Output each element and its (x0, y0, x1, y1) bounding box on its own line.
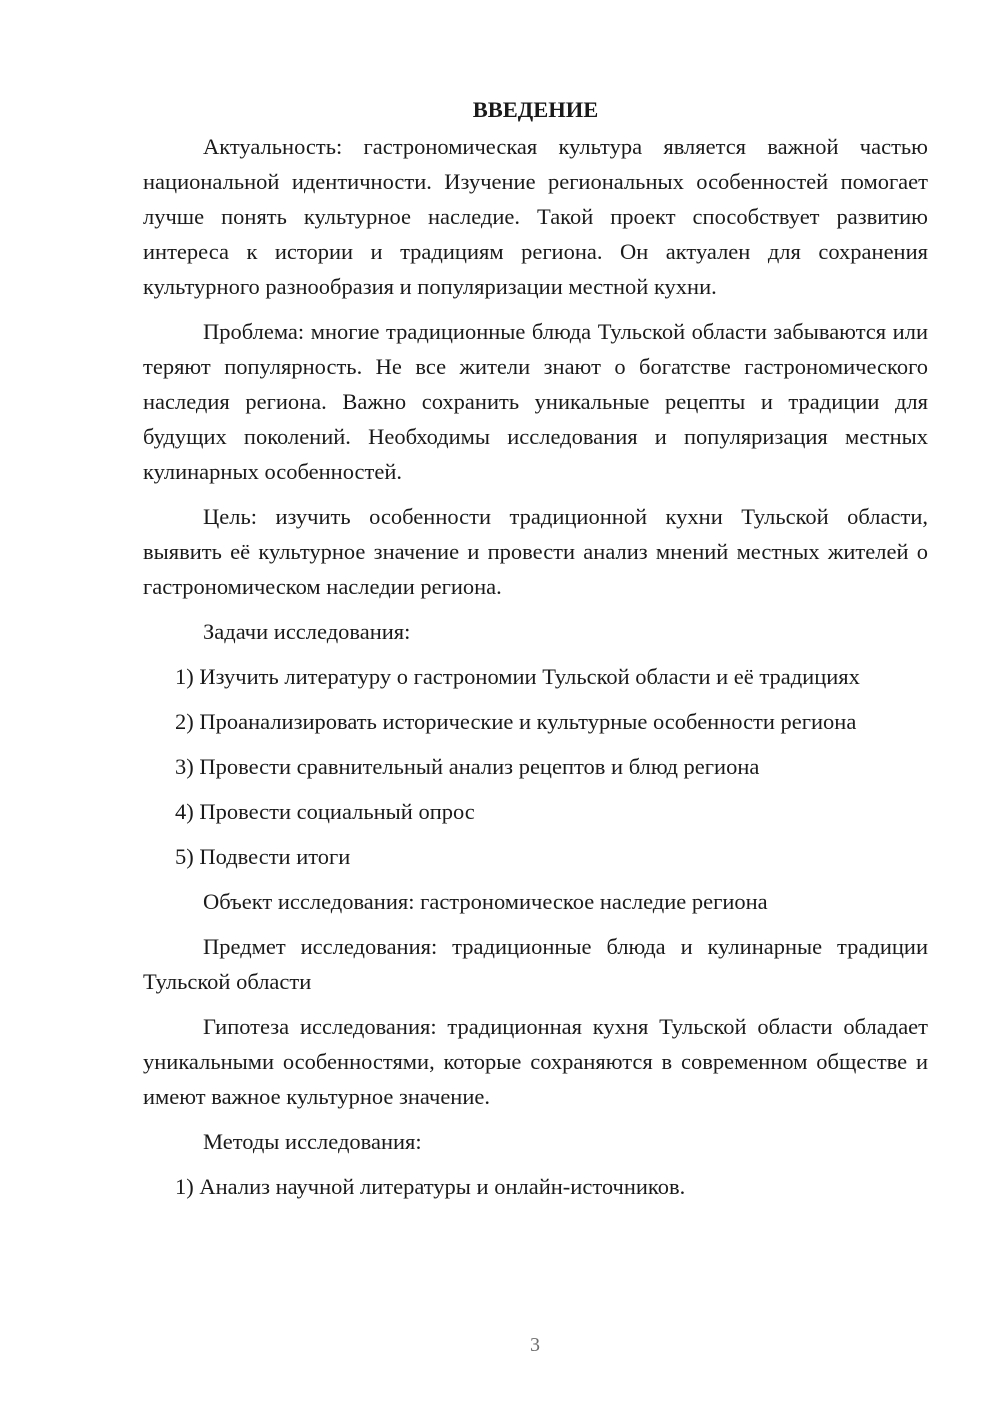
goal-paragraph: Цель: изучить особенности традиционной кухни Тульской области, выявить её культурное значение и провести анализ мнений местных жителей о гастрономическом наследии региона. (143, 504, 928, 599)
task-item: 2) Проанализировать исторические и культурные особенности региона (175, 709, 857, 734)
task-item: 1) Изучить литературу о гастрономии Тульской области и её традициях (175, 664, 860, 689)
document-page (143, 92, 928, 1204)
task-item: 4) Провести социальный опрос (175, 799, 475, 824)
relevance-paragraph: Актуальность: гастрономическая культура является важной частью национальной идентичности. Изучение региональных особенностей помогает лучше понять культурное наследие. Такой проект способствует развитию интереса к истории и традициям региона. Он актуален для сохранения культурного разнообразия и популяризации местной кухни. (143, 134, 928, 299)
problem-paragraph: Проблема: многие традиционные блюда Тульской области забываются или теряют популярность. Не все жители знают о богатстве гастрономического наследия региона. Важно сохранить уникальные рецепты и традиции для будущих поколений. Необходимы исследования и популяризация местных кулинарных особенностей. (143, 319, 928, 484)
methods-heading: Методы исследования: (203, 1129, 422, 1154)
subject-paragraph: Предмет исследования: традиционные блюда и кулинарные традиции Тульской области (143, 934, 928, 994)
page-title: ВВЕДЕНИЕ (472, 97, 599, 122)
tasks-heading: Задачи исследования: (203, 619, 411, 644)
page-number: 3 (530, 1334, 540, 1356)
task-item: 3) Провести сравнительный анализ рецептов и блюд региона (175, 754, 760, 779)
method-item: 1) Анализ научной литературы и онлайн-источников. (175, 1174, 686, 1199)
task-item: 5) Подвести итоги (175, 844, 351, 869)
object-paragraph: Объект исследования: гастрономическое наследие региона (203, 889, 768, 914)
hypothesis-paragraph: Гипотеза исследования: традиционная кухня Тульской области обладает уникальными особенностями, которые сохраняются в современном обществе и имеют важное культурное значение. (143, 1014, 928, 1109)
